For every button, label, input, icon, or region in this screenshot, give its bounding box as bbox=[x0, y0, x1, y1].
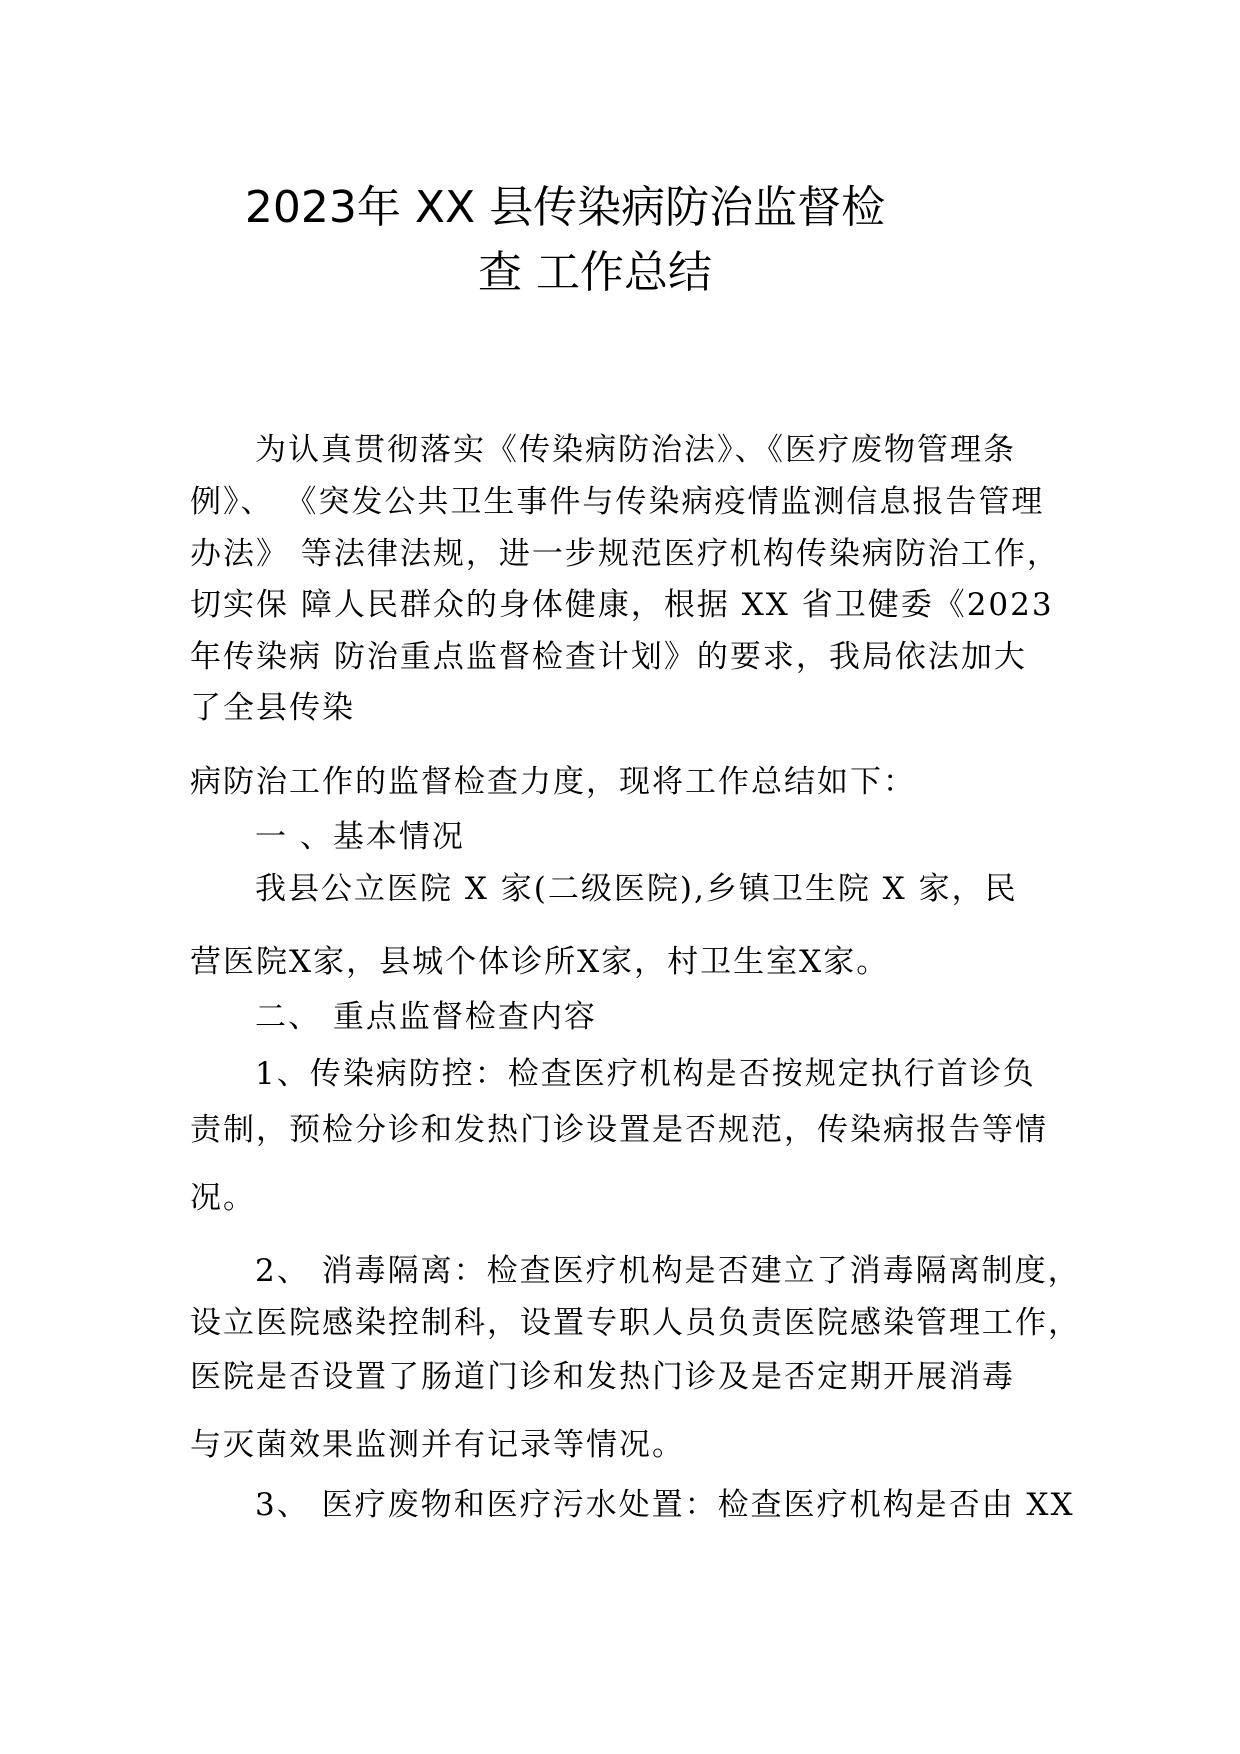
paragraph-line: 1、传染病防控：检查医疗机构是否按规定执行首诊负 bbox=[255, 1056, 1036, 1092]
paragraph-line: 了全县传染 bbox=[190, 690, 355, 726]
paragraph-line: 为认真贯彻落实《传染病防治法》、《医疗废物管理条 bbox=[255, 432, 1016, 468]
document-title-line-1: 2023年 XX 县传染病防治监督检 bbox=[244, 182, 886, 233]
paragraph-line: 年传染病 防治重点监督检查计划》的要求，我局依法加大 bbox=[190, 639, 1027, 675]
paragraph-line: 切实保 障人民群众的身体健康，根据 XX 省卫健委《2023 bbox=[190, 587, 1054, 623]
paragraph-line: 办法》 等法律法规，进一步规范医疗机构传染病防治工作， bbox=[190, 536, 1060, 572]
paragraph-line: 3、 医疗废物和医疗污水处置：检查医疗机构是否由 XX bbox=[255, 1487, 1075, 1523]
paragraph-line: 医院是否设置了肠道门诊和发热门诊及是否定期开展消毒 bbox=[190, 1359, 1015, 1395]
paragraph-line: 设立医院感染控制科，设置专职人员负责医院感染管理工作， bbox=[190, 1305, 1081, 1341]
paragraph-line: 我县公立医院 X 家(二级医院),乡镇卫生院 X 家，民 bbox=[255, 871, 1018, 907]
document-title-line-2: 查 工作总结 bbox=[478, 247, 712, 298]
section-heading: 二、 重点监督检查内容 bbox=[255, 999, 597, 1035]
paragraph-line: 病防治工作的监督检查力度，现将工作总结如下： bbox=[190, 764, 916, 800]
paragraph-line: 与灭菌效果监测并有记录等情况。 bbox=[190, 1427, 685, 1463]
paragraph-line: 况。 bbox=[190, 1180, 256, 1216]
section-heading: 一 、基本情况 bbox=[255, 819, 465, 855]
paragraph-line: 2、 消毒隔离：检查医疗机构是否建立了消毒隔离制度， bbox=[255, 1253, 1081, 1289]
paragraph-line: 责制，预检分诊和发热门诊设置是否规范，传染病报告等情 bbox=[190, 1112, 1048, 1148]
paragraph-line: 例》、 《突发公共卫生事件与传染病疫情监测信息报告管理 bbox=[190, 484, 1045, 520]
paragraph-line: 营医院X家，县城个体诊所X家，村卫生室X家。 bbox=[190, 944, 890, 980]
